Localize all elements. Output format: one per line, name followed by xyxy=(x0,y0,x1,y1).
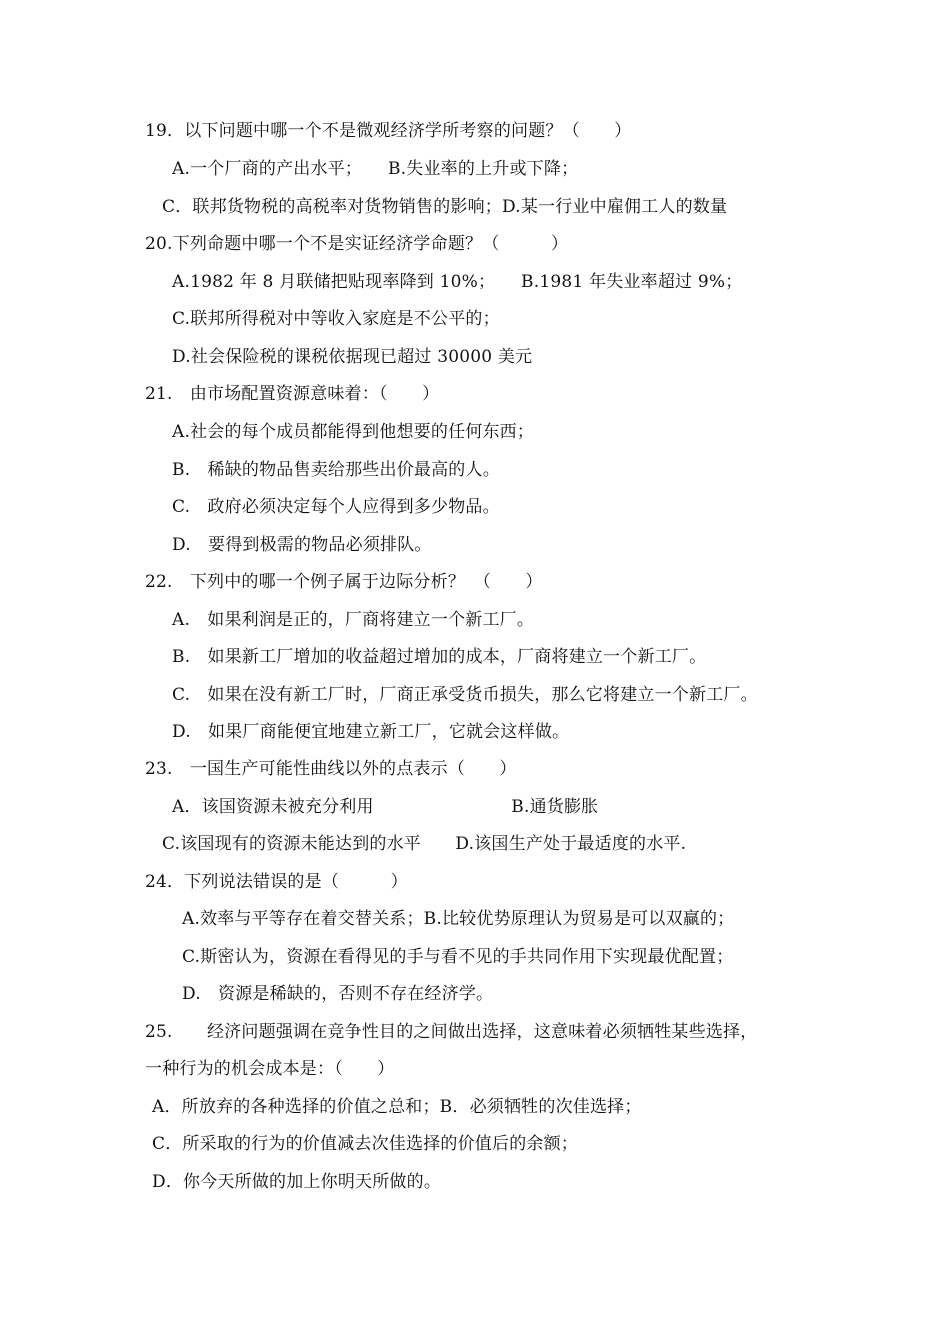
question-21-option-b: B. 稀缺的物品售卖给那些出价最高的人。 xyxy=(172,460,500,480)
question-19-stem: 19．以下问题中哪一个不是微观经济学所考察的问题？（ ） xyxy=(145,121,632,141)
question-21-stem: 21. 由市场配置资源意味着：（ ） xyxy=(145,384,440,404)
question-25-stem-continued: 一种行为的机会成本是：（ ） xyxy=(145,1059,395,1079)
question-25-option-d: D．你今天所做的加上你明天所做的。 xyxy=(152,1172,442,1192)
question-24-stem: 24．下列说法错误的是（ ） xyxy=(145,872,408,892)
question-25-option-c: C．所采取的行为的价值减去次佳选择的价值后的余额； xyxy=(152,1134,579,1154)
question-23-stem: 23. 一国生产可能性曲线以外的点表示（ ） xyxy=(145,759,517,779)
question-24-option-d: D. 资源是稀缺的，否则不存在经济学。 xyxy=(182,984,494,1004)
question-22-option-a: A. 如果利润是正的，厂商将建立一个新工厂。 xyxy=(172,610,535,630)
question-20-option-d: D.社会保险税的课税依据现已超过 30000 美元 xyxy=(172,347,533,367)
question-23-option-ab: A．该国资源未被充分利用 B.通货膨胀 xyxy=(172,797,599,817)
question-20-option-ab: A.1982 年 8 月联储把贴现率降到 10%； B.1981 年失业率超过 9%； xyxy=(172,272,743,292)
question-21-option-c: C. 政府必须决定每个人应得到多少物品。 xyxy=(172,497,500,517)
question-25-stem: 25. 经济问题强调在竞争性目的之间做出选择，这意味着必须牺牲某些选择， xyxy=(145,1022,758,1042)
question-24-option-c: C.斯密认为，资源在看得见的手与看不见的手共同作用下实现最优配置； xyxy=(182,947,734,967)
question-19-option-cd: C．联邦货物税的高税率对货物销售的影响；D.某一行业中雇佣工人的数量 xyxy=(162,197,728,217)
question-25-option-ab: A．所放弃的各种选择的价值之总和；B．必须牺牲的次佳选择； xyxy=(152,1097,642,1117)
question-22-stem: 22. 下列中的哪一个例子属于边际分析？ （ ） xyxy=(145,572,543,592)
question-20-stem: 20.下列命题中哪一个不是实证经济学命题？（ ） xyxy=(145,234,569,254)
question-21-option-a: A.社会的每个成员都能得到他想要的任何东西； xyxy=(172,422,535,442)
question-19-option-ab: A.一个厂商的产出水平； B.失业率的上升或下降； xyxy=(172,159,579,179)
question-21-option-d: D. 要得到极需的物品必须排队。 xyxy=(172,535,432,555)
question-24-option-ab: A.效率与平等存在着交替关系；B.比较优势原理认为贸易是可以双赢的； xyxy=(182,909,735,929)
question-22-option-d: D. 如果厂商能便宜地建立新工厂，它就会这样做。 xyxy=(172,722,570,742)
question-20-option-c: C.联邦所得税对中等收入家庭是不公平的； xyxy=(172,309,500,329)
question-22-option-b: B. 如果新工厂增加的收益超过增加的成本，厂商将建立一个新工厂。 xyxy=(172,647,707,667)
question-23-option-cd: C.该国现有的资源未能达到的水平 D.该国生产处于最适度的水平. xyxy=(162,834,687,854)
question-22-option-c: C. 如果在没有新工厂时，厂商正承受货币损失，那么它将建立一个新工厂。 xyxy=(172,685,758,705)
